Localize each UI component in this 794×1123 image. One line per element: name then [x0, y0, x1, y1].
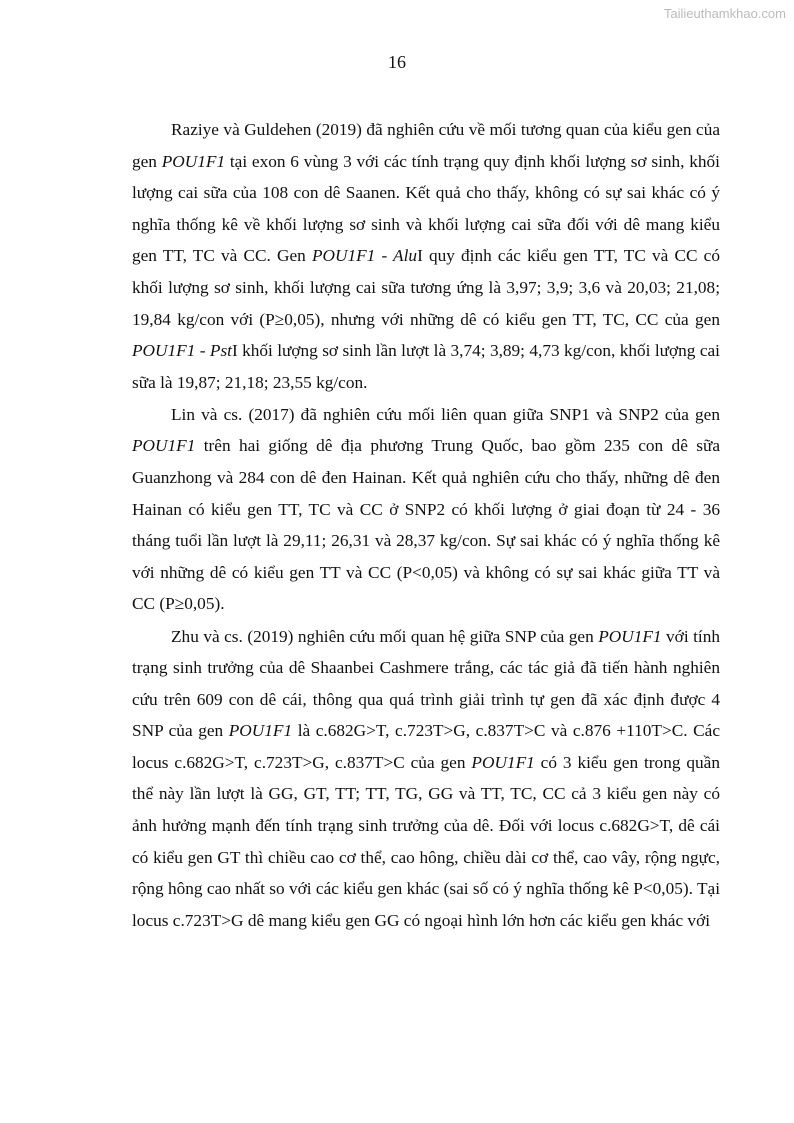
gene-name: POU1F1 — [471, 752, 535, 772]
paragraph — [132, 621, 720, 937]
text-segment: với tính trạng sinh trưởng của dê Shaanbei Cashmere trắng, các tác giả đã tiến hành nghiên cứu trên 609 con dê cái, thông qua quá trình giải trình tự gen đã xác định được 4 SNP của gen — [132, 626, 720, 741]
gene-name: POU1F1 — [598, 626, 662, 646]
gene-name: POU1F1 — [132, 436, 196, 456]
text-segment: tại exon 6 vùng 3 với các tính trạng quy định khối lượng sơ sinh, khối lượng cai sữa của 108 con dê Saanen. Kết quả cho thấy, không có sự sai khác có ý nghĩa thống kê về khối lượng sơ sinh và khối lượng cai sữa đối với dê mang kiểu gen TT, TC và CC. Gen — [132, 151, 720, 266]
page-number: 16 — [388, 52, 406, 72]
text-segment: Raziye và Guldehen (2019) đã nghiên cứu về mối tương quan của kiểu gen của gen — [132, 120, 720, 171]
document-body — [132, 114, 720, 936]
text-segment: trên hai giống dê địa phương Trung Quốc, bao gồm 235 con dê sữa Guanzhong và 284 con dê đen Hainan. Kết quả nghiên cứu cho thấy, những dê đen Hainan có kiểu gen TT, TC và CC ở SNP2 có khối lượng ở giai đoạn từ 24 - 36 tháng tuổi lần lượt là 29,11; 26,31 và 28,37 kg/con. Sự sai khác có ý nghĩa thống kê với những dê có kiểu gen TT và CC (P<0,05) và không có sự sai khác giữa TT và CC (P≥0,05). — [132, 436, 720, 614]
gene-name: POU1F1 - Alu — [311, 246, 418, 266]
text-segment: I khối lượng sơ sinh lần lượt là 3,74; 3,89; 4,73 kg/con, khối lượng cai sữa là 19,87; 21,18; 23,55 kg/con. — [132, 341, 720, 392]
gene-name: POU1F1 — [228, 721, 293, 741]
watermark: Tailieuthamkhao.com — [663, 6, 786, 21]
text-segment: Zhu và cs. (2019) nghiên cứu mối quan hệ giữa SNP của gen — [171, 626, 599, 646]
paragraph — [132, 399, 720, 620]
gene-name: POU1F1 - Pst — [132, 341, 232, 361]
text-segment: I quy định các kiểu gen TT, TC và CC có khối lượng sơ sinh, khối lượng cai sữa tương ứng là 3,97; 3,9; 3,6 và 20,03; 21,08; 19,84 kg/con với (P≥0,05), nhưng với những dê có kiểu gen TT, TC, CC của gen — [132, 246, 720, 329]
text-segment: có 3 kiểu gen trong quần thể này lần lượt là GG, GT, TT; TT, TG, GG và TT, TC, CC cả 3 kiểu gen này có ảnh hưởng mạnh đến tính trạng sinh trưởng của dê. Đối với locus c.682G>T, dê cái có kiểu gen GT thì chiều cao cơ thể, cao hông, chiều dài cơ thể, cao vây, rộng ngực, rộng hông cao nhất so với các kiểu gen khác (sai số có ý nghĩa thống kê P<0,05). Tại locus c.723T>G dê mang kiểu gen GG có ngoại hình lớn hơn các kiểu gen khác với — [132, 752, 720, 930]
text-segment: là c.682G>T, c.723T>G, c.837T>C và c.876 +110T>C. Các locus c.682G>T, c.723T>G, c.837T>C của gen — [132, 721, 720, 772]
paragraph — [132, 114, 720, 398]
text-segment: Lin và cs. (2017) đã nghiên cứu mối liên quan giữa SNP1 và SNP2 của gen — [171, 404, 720, 424]
gene-name: POU1F1 — [161, 151, 226, 171]
